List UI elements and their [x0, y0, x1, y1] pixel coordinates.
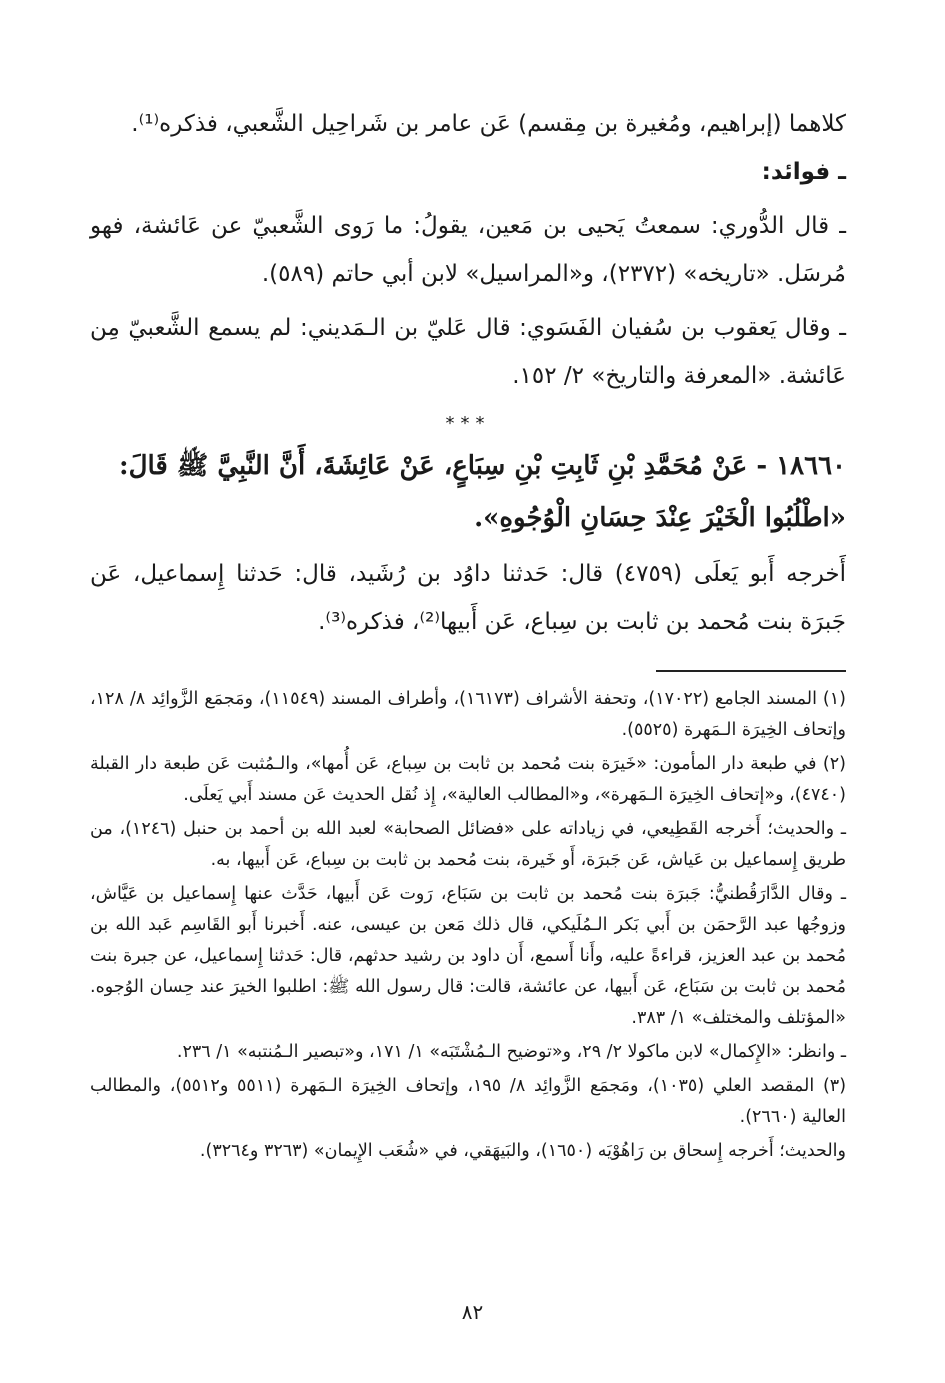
footnote-2-see-also: ـ وانظر: «الإِكمال» لابن ماكولا ٢/ ٢٩، و«توضيح الـمُشْتَبَه» ١/ ١٧١، و«تبصير الـمُنتبه» ١/ ٢٣٦.	[176, 1042, 846, 1062]
footnote-divider	[656, 670, 846, 672]
footnote-3: (٣) المقصد العلي (١٠٣٥)، ومَجمَع الزَّوائِد ٨/ ١٩٥، وإتحاف الخِيرَة الـمَهرة (٥٥١١ و٥٥١٢)، والمطالب العالية (٢٦٦٠).	[90, 1076, 847, 1127]
main-paragraph-3: ـ وقال يَعقوب بن سُفيان الفَسَوي: قال عَليّ بن الـمَديني: لم يسمع الشَّعبيّ مِن عَائشة. «المعرفة والتاريخ» ٢/ ١٥٢.	[90, 315, 846, 389]
page-number: ٨٢	[461, 1300, 484, 1324]
hadith-quote: «اطْلُبُوا الْخَيْرَ عِنْدَ حِسَانِ الْوُجُوهِ».	[474, 503, 846, 533]
section-separator-stars: ***	[445, 413, 491, 434]
hadith-text: ١٨٦٦٠ - عَنْ مُحَمَّدِ بْنِ ثَابِتِ بْنِ سِبَاعٍ، عَنْ عَائِشَةَ، أَنَّ النَّبِيَّ ﷺ قَالَ:	[118, 451, 846, 481]
footnote-3-hadith: والحديث؛ أَخرجه إِسحاق بن رَاهُوْيَه (١٦٥٠)، والبَيهَقي، في «شُعَب الإِيمان» (٣٢٦٣ و٣٢٦٤).	[199, 1141, 846, 1161]
footnote-2: (٢) في طبعة دار المأمون: «خَيرَة بنت مُحمد بن ثابت بن سِباع، عَن أُمها»، والـمُثبت عَن طبعة دار القبلة (٤٧٤٠)، و«إتحاف الخِيرَة الـمَهرة»، و«المطالب العالية»، إِذ نُقل الحديث عَن مسند أَبي يَعلَى.	[90, 754, 846, 805]
main-text	[90, 100, 846, 646]
main-paragraph-2: ـ قال الدُّوري: سمعتُ يَحيى بن مَعين، يقولُ: ما رَوى الشَّعبيّ عن عَائشة، فهو مُرسَل. «تاريخه» (٢٣٧٢)، و«المراسيل» لابن أبي حاتم (٥٨٩).	[90, 213, 846, 287]
main-paragraph-4: أَخرجه أَبو يَعلَى (٤٧٥٩) قال: حَدثنا داوُد بن رُشَيد، قال: حَدثنا إِسماعيل، عَن جَبرَة بنت مُحمد بن ثابت بن سِباع، عَن أَبيها⁽²⁾، فذكره⁽³⁾.	[90, 561, 846, 635]
page-body	[90, 100, 846, 1167]
footnote-2-hadith: ـ والحديث؛ أَخرجه القَطِيعي، في زياداته على «فضائل الصحابة» لعبد الله بن أحمد بن حنبل (١٢٤٦)، من طريق إِسماعيل بن عَياش، عَن جَبرَة، أَو خَيرة، بنت مُحمد بن ثابت بن سِباع، عَن أَبيها، به.	[90, 819, 846, 870]
footnote-1: (١) المسند الجامع (١٧٠٢٢)، وتحفة الأشراف (١٦١٧٣)، وأطراف المسند (١١٥٤٩)، ومَجمَع الزَّوائِد ٨/ ١٢٨، وإتحاف الخِيرَة الـمَهرة (٥٥٢٥).	[90, 689, 846, 740]
footnote-2-daraqutni: ـ وقال الدَّارَقُطنيُّ: جَبرَة بنت مُحمد بن ثابت بن سَبَاع، رَوت عَن أَبيها، حَدَّث عنها إِسماعيل بن عَيَّاش، وزوجُها عبد الرَّحمَن بن أَبي بَكر الـمُلَيكي، قال ذلك مَعن بن عيسى، عنه. أَخبرنا أَبو القَاسِم عَبد الله بن مُحمد بن عبد العزيز، قراءةً عليه، وأَنا أَسمع، أَن داود بن رشيد حدثهم، قال: حَدثنا إِسماعيل، عن جبرة بنت مُحمد بن ثابت بن سَبَاع، عَن أَبيها، عن عائشة، قالت: قال رسول الله ﷺ: اطلبوا الخيرَ عند حِسان الوُجوه. «المؤتلف والمختلف» ١/ ٣٨٣.	[90, 884, 846, 1028]
footnotes	[90, 684, 846, 1167]
main-paragraph-1: كلاهما (إبراهيم، ومُغيرة بن مِقسم) عَن عامر بن شَراحِيل الشَّعبي، فذكره⁽¹⁾.	[131, 111, 846, 137]
section-heading-fawaid: ـ فوائد:	[761, 159, 846, 185]
